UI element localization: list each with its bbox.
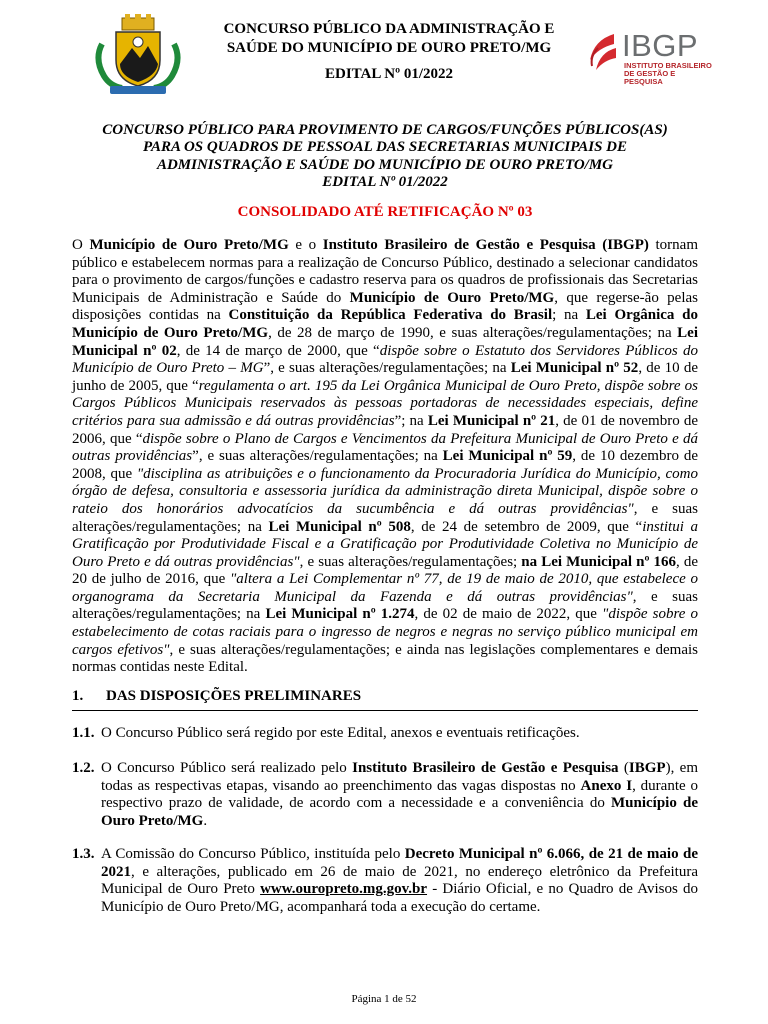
header-edital: EDITAL Nº 01/2022 — [324, 66, 454, 82]
document-title: CONCURSO PÚBLICO PARA PROVIMENTO DE CARGOS/FUNÇÕES PÚBLICOS(AS) PARA OS QUADROS DE PESSOAL DAS SECRETARIAS MUNICIPAIS DE ADMINISTRAÇÃO E SAÚDE DO MUNICÍPIO DE OURO PRETO/MG EDITAL Nº 01/2022 — [102, 122, 668, 191]
clause-1-2: 1.2. O Concurso Público será realizado pelo Instituto Brasileiro de Gestão e Pesquisa (IBGP), em todas as respectivas etapas, visando ao preenchimento das vagas dispostas no Anexo I, durante o respectivo prazo de validade, de acordo com a necessidade e a conveniência do Município de Ouro Preto/MG. — [72, 760, 699, 829]
page-number: Página 1 de 52 — [351, 993, 417, 1005]
ibgp-logo — [584, 26, 714, 86]
ibgp-wordmark: IBGP — [622, 28, 699, 63]
section-heading-1: 1. DAS DISPOSIÇÕES PRELIMINARES — [72, 688, 698, 711]
prefeitura-link[interactable]: www.ouropreto.mg.gov.br — [260, 881, 428, 898]
coat-of-arms-logo — [92, 14, 184, 96]
consolidated-notice: CONSOLIDADO ATÉ RETIFICAÇÃO Nº 03 — [237, 204, 533, 220]
ibgp-subtitle: INSTITUTO BRASILEIRO DE GESTÃO E PESQUISA — [624, 61, 712, 86]
clause-1-3: 1.3. A Comissão do Concurso Público, instituída pelo Decreto Municipal nº 6.066, de 21 de maio de 2021, e alterações, publicado em 26 de maio de 2021, no endereço eletrônico da Prefeitura Municipal de Ouro Preto www.ouropreto.mg.gov.br - Diário Oficial, e no Quadro de Avisos do Município de Ouro Preto/MG, acompanhará toda a execução do certame. — [72, 846, 698, 915]
clause-1-1: 1.1. O Concurso Público será regido por este Edital, anexos e eventuais retificações. — [72, 725, 580, 741]
header-title: CONCURSO PÚBLICO DA ADMINISTRAÇÃO E SAÚDE DO MUNICÍPIO DE OURO PRETO/MG — [223, 21, 555, 56]
intro-paragraph: O Município de Ouro Preto/MG e o Instituto Brasileiro de Gestão e Pesquisa (IBGP) tornam público e estabelecem normas para a realização de Concurso Público, destinado a selecionar candidatos para o provimento de cargos/funções e cadastro reserva para os quadros de profissionais das Secretarias Municipais de Administração e Saúde do Município de Ouro Preto/MG, que regerse-ão pelas disposições contidas na Constituição da República Federativa do Brasil; na Lei Orgânica do Município de Ouro Preto/MG, de 28 de março de 1990, e suas alterações/regulamentações; na Lei Municipal nº 02, de 14 de março de 2000, que “dispõe sobre o Estatuto dos Servidores Públicos do Município de Ouro Preto – MG”, e suas alterações/regulamentações; na Lei Municipal nº 52, de 10 de junho de 2005, que “regulamenta o art. 195 da Lei Orgânica Municipal de Ouro Preto, dispõe sobre os Cargos Públicos Municipais reservados às pessoas portadoras de necessidades especiais, define critérios para sua admissão e dá outras providências”; na Lei Municipal nº 21, de 01 de novembro de 2006, que “dispõe sobre o Plano de Cargos e Vencimentos da Prefeitura Municipal de Ouro Preto e dá outras providências”, e suas alterações/regulamentações; na Lei Municipal nº 59, de 10 dezembro de 2008, que "disciplina as atribuições e o funcionamento da Procuradoria Jurídica do Município, como órgão de defesa, consultoria e assessoria jurídica da administração direta Municipal, dispõe sobre o rateio dos honorários advocatícios da sucumbência e dá outras providências", e suas alterações/regulamentações; na Lei Municipal nº 508, de 24 de setembro de 2009, que “institui a Gratificação por Produtividade Fiscal e a Gratificação por Produtividade Coletiva no Município de Ouro Preto e dá outras providências", e suas alterações/regulamentações; na Lei Municipal nº 166, de 20 de julho de 2016, que "altera a Lei Complementar nº 77, de 19 de maio de 2010, que estabelece o organograma da Secretaria Municipal da Fazenda e dá outras providências", e suas alterações/regulamentações; na Lei Municipal nº 1.274, de 02 de maio de 2022, que "dispõe sobre o estabelecimento de cotas raciais para o ingresso de negros e negras no serviço público municipal em cargos efetivos", e suas alterações/regulamentações; e ainda nas legislações complementares e demais normas contidas neste Edital. — [72, 237, 699, 676]
ibgp-swoosh-icon — [584, 30, 620, 74]
